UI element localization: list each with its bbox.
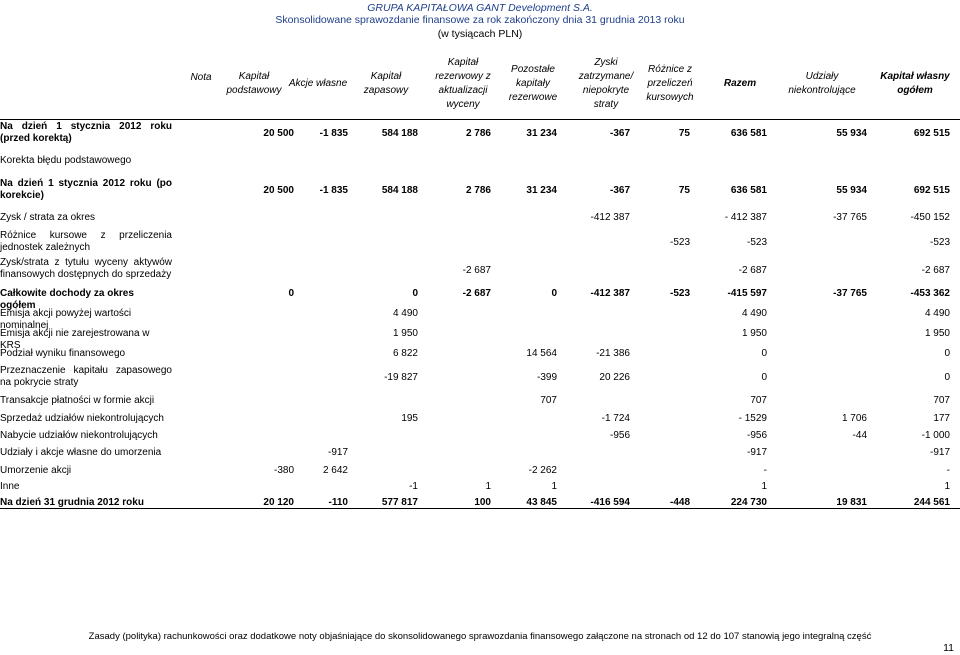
row-value: 1 950 — [924, 328, 950, 339]
col-pozostale: Pozostałe kapitały rezerwowe — [508, 64, 558, 103]
row-value: 707 — [750, 395, 767, 406]
table-row — [0, 429, 960, 443]
row-label: Emisja akcji nie zarejestrowana w KRS — [0, 328, 150, 351]
col-kapital-wlasny: Kapitał własny ogółem — [880, 71, 950, 96]
col-zyski: Zyski zatrzymane/ niepokryte straty — [578, 57, 634, 110]
units-note: (w tysiącach PLN) — [437, 28, 523, 40]
row-value: -37 765 — [833, 288, 867, 299]
row-value: 692 515 — [913, 128, 950, 139]
rule-top — [0, 119, 960, 120]
row-value: -416 594 — [590, 497, 630, 508]
row-label: Udziały i akcje własne do umorzenia — [0, 447, 162, 458]
row-value: 1 950 — [392, 328, 418, 339]
page-number: 11 — [943, 642, 954, 654]
row-value: 75 — [678, 185, 690, 196]
row-label: Podział wyniku finansowego — [0, 348, 126, 359]
row-value: -1 835 — [319, 185, 348, 196]
rule-bottom — [0, 508, 960, 509]
row-value: 1 706 — [841, 413, 867, 424]
row-value: -448 — [669, 497, 690, 508]
table-row — [0, 121, 960, 147]
row-value: -917 — [929, 447, 950, 458]
row-label: Na dzień 1 stycznia 2012 roku (po korekcie) — [0, 178, 172, 201]
row-value: -367 — [609, 128, 630, 139]
row-value: 1 — [485, 481, 491, 492]
row-label: Inne — [0, 481, 20, 492]
col-razem: Razem — [723, 78, 757, 89]
row-value: -2 687 — [738, 265, 767, 276]
row-value: 0 — [944, 348, 950, 359]
company-title: GRUPA KAPITAŁOWA GANT Development S.A. — [367, 2, 593, 14]
col-akcje-wlasne: Akcje własne — [288, 78, 348, 89]
row-label: Na dzień 31 grudnia 2012 roku — [0, 497, 144, 508]
col-roznice: Różnice z przeliczeń kursowych — [646, 64, 694, 103]
row-value: -917 — [746, 447, 767, 458]
row-value: -917 — [327, 447, 348, 458]
row-label: Transakcje płatności w formie akcji — [0, 395, 155, 406]
row-value: 55 934 — [836, 128, 867, 139]
row-value: 20 500 — [263, 185, 294, 196]
row-value: 0 — [761, 372, 767, 383]
row-value: -450 152 — [910, 212, 950, 223]
row-value: -380 — [273, 465, 294, 476]
row-value: 177 — [933, 413, 950, 424]
row-value: 1 — [761, 481, 767, 492]
row-value: -2 687 — [921, 265, 950, 276]
row-value: 4 490 — [392, 308, 418, 319]
col-udzialy: Udziały niekontrolujące — [788, 71, 856, 96]
row-value: -956 — [746, 430, 767, 441]
row-value: 100 — [474, 497, 491, 508]
table-row — [0, 257, 960, 285]
row-label: Emisja akcji powyżej wartości nominalnej — [0, 308, 132, 331]
row-value: 0 — [944, 372, 950, 383]
row-value: -2 687 — [462, 265, 491, 276]
row-label: Sprzedaż udziałów niekontrolujących — [0, 413, 164, 424]
row-label: Zysk / strata za okres — [0, 212, 96, 223]
row-value: 31 234 — [526, 128, 557, 139]
row-value: 2 786 — [465, 185, 491, 196]
row-value: -37 765 — [833, 212, 867, 223]
row-value: 195 — [401, 413, 418, 424]
row-value: 636 581 — [730, 185, 767, 196]
row-value: 584 188 — [381, 128, 418, 139]
row-value: -1 835 — [319, 128, 348, 139]
footer-note: Zasady (polityka) rachunkowości oraz dodatkowe noty objaśniające do skonsolidowanego sprawozdania finansowego załączone na stronach od 12 do 107 stanowią jego integralną część — [88, 631, 872, 642]
row-value: -1 724 — [601, 413, 630, 424]
row-value: 0 — [412, 288, 418, 299]
row-value: - — [763, 465, 767, 476]
row-value: 1 — [944, 481, 950, 492]
row-label: Przeznaczenie kapitału zapasowego na pokrycie straty — [0, 365, 172, 388]
row-value: -2 262 — [528, 465, 557, 476]
row-value: 636 581 — [730, 128, 767, 139]
table-row — [0, 230, 960, 256]
table-row — [0, 394, 960, 408]
row-value: 75 — [678, 128, 690, 139]
row-value: 707 — [933, 395, 950, 406]
row-value: -367 — [609, 185, 630, 196]
table-row — [0, 365, 960, 391]
row-value: -19 827 — [384, 372, 418, 383]
col-kapital-podstawowy: Kapitał podstawowy — [226, 71, 282, 96]
row-value: 2 642 — [322, 465, 348, 476]
row-value: 692 515 — [913, 185, 950, 196]
row-value: 1 950 — [741, 328, 767, 339]
row-value: 1 — [551, 481, 557, 492]
row-value: -2 687 — [462, 288, 491, 299]
row-value: 4 490 — [741, 308, 767, 319]
row-value: -523 — [746, 237, 767, 248]
row-label: Umorzenie akcji — [0, 465, 72, 476]
row-value: 20 120 — [263, 497, 294, 508]
col-nota: Nota — [190, 72, 212, 83]
row-value: -399 — [536, 372, 557, 383]
table-row — [0, 154, 960, 168]
row-value: -523 — [669, 237, 690, 248]
row-value: -1 — [409, 481, 418, 492]
row-value: 55 934 — [836, 185, 867, 196]
table-row — [0, 211, 960, 225]
row-value: -523 — [929, 237, 950, 248]
row-label: Różnice kursowe z przeliczenia jednostek zależnych — [0, 230, 172, 253]
row-value: -44 — [852, 430, 867, 441]
row-label: Korekta błędu podstawowego — [0, 155, 132, 166]
table-row — [0, 307, 960, 331]
col-kapital-zapasowy: Kapitał zapasowy — [363, 71, 409, 96]
table-row — [0, 287, 960, 311]
row-value: 4 490 — [924, 308, 950, 319]
row-value: -412 387 — [590, 212, 630, 223]
row-label: Na dzień 1 stycznia 2012 roku (przed korektą) — [0, 121, 172, 144]
row-value: 0 — [761, 348, 767, 359]
row-value: 43 845 — [526, 497, 557, 508]
row-value: 224 730 — [730, 497, 767, 508]
row-value: -453 362 — [910, 288, 950, 299]
row-value: 20 500 — [263, 128, 294, 139]
table-row — [0, 327, 960, 351]
row-value: - 412 387 — [724, 212, 767, 223]
table-row — [0, 412, 960, 426]
row-value: -956 — [609, 430, 630, 441]
row-value: -1 000 — [921, 430, 950, 441]
row-value: -523 — [669, 288, 690, 299]
row-value: - — [946, 465, 950, 476]
row-label: Całkowite dochody za okres ogółem — [0, 288, 134, 311]
row-value: 14 564 — [526, 348, 557, 359]
row-value: 19 831 — [836, 497, 867, 508]
row-value: 6 822 — [392, 348, 418, 359]
row-label: Zysk/strata z tytułu wyceny aktywów finansowych dostępnych do sprzedaży — [0, 257, 172, 280]
table-row — [0, 347, 960, 361]
row-value: 20 226 — [599, 372, 630, 383]
row-label: Nabycie udziałów niekontrolujących — [0, 430, 158, 441]
row-value: 31 234 — [526, 185, 557, 196]
row-value: -110 — [328, 497, 348, 508]
row-value: -412 387 — [590, 288, 630, 299]
row-value: 584 188 — [381, 185, 418, 196]
row-value: 2 786 — [465, 128, 491, 139]
col-kapital-rezerwowy: Kapitał rezerwowy z aktualizacji wyceny — [435, 57, 491, 110]
row-value: 0 — [551, 288, 557, 299]
report-title: Skonsolidowane sprawozdanie finansowe za rok zakończony dnia 31 grudnia 2013 roku — [275, 14, 685, 26]
row-value: - 1529 — [738, 413, 767, 424]
row-value: 0 — [288, 288, 294, 299]
table-row — [0, 446, 960, 460]
row-value: -21 386 — [596, 348, 630, 359]
table-row — [0, 464, 960, 478]
table-row — [0, 480, 960, 494]
row-value: -415 597 — [727, 288, 767, 299]
row-value: 244 561 — [913, 497, 950, 508]
row-value: 707 — [540, 395, 557, 406]
table-row — [0, 178, 960, 204]
row-value: 577 817 — [381, 497, 418, 508]
